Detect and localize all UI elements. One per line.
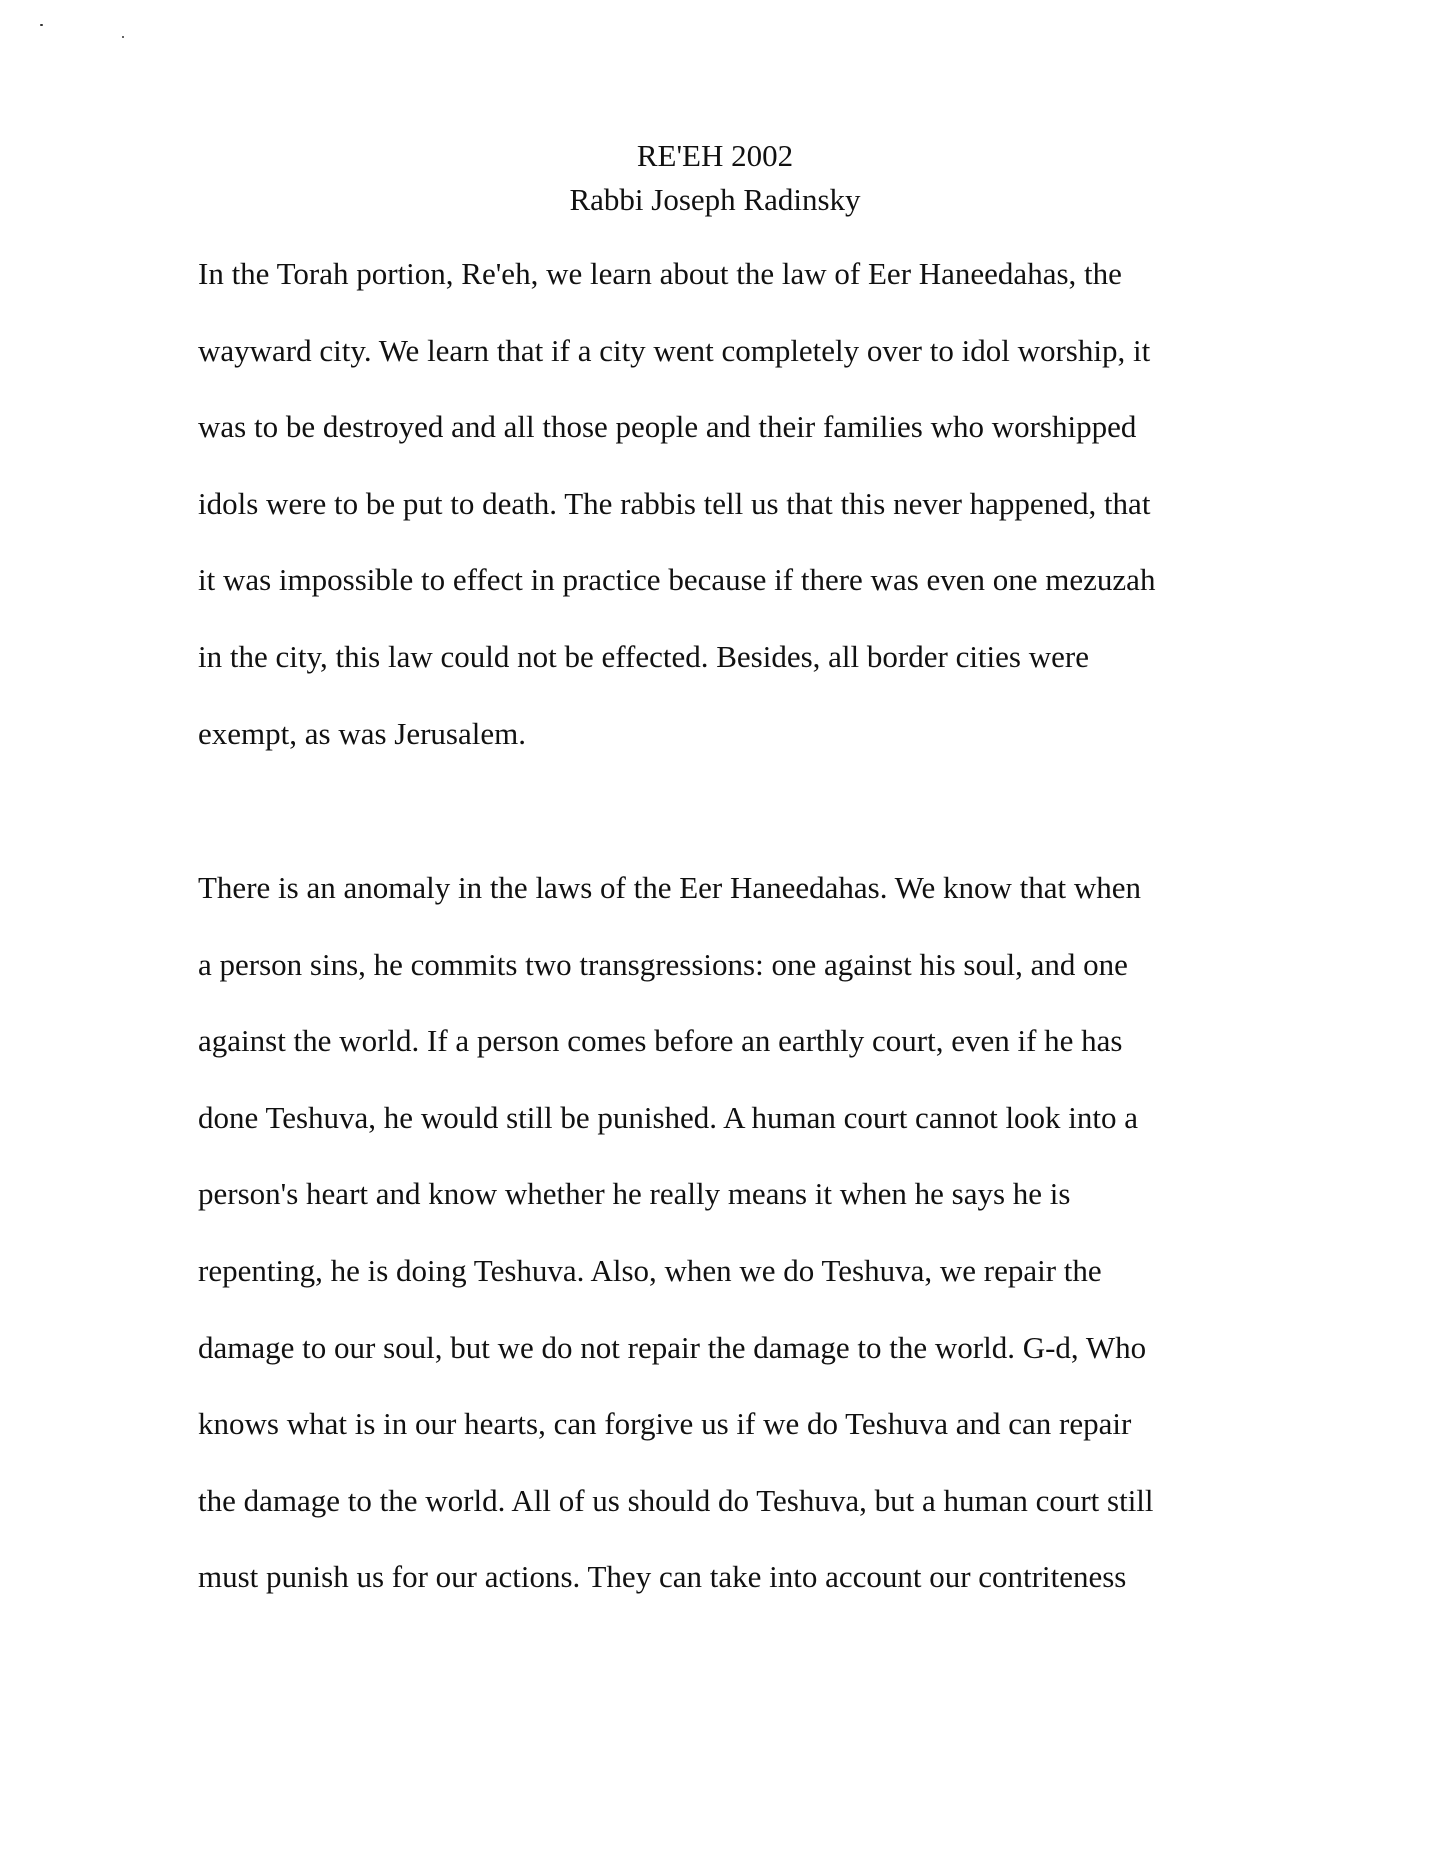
paragraph-2 — [198, 868, 1248, 1711]
paragraph-1 — [198, 254, 1248, 790]
text-line: must punish us for our actions. They can take into account our contriteness — [198, 1559, 1127, 1595]
text-line: the damage to the world. All of us should do Teshuva, but a human court still — [198, 1482, 1154, 1518]
scan-speck — [122, 36, 124, 38]
document-header — [0, 134, 1430, 222]
text-line: idols were to be put to death. The rabbis tell us that this never happened, that — [198, 485, 1151, 521]
text-line: In the Torah portion, Re'eh, we learn about the law of Eer Haneedahas, the — [198, 256, 1122, 291]
text-line: against the world. If a person comes before an earthly court, even if he has — [198, 1023, 1123, 1059]
text-line: was to be destroyed and all those people and their families who worshipped — [198, 409, 1137, 445]
text-line: it was impossible to effect in practice because if there was even one mezuzah — [198, 562, 1156, 598]
text-line: repenting, he is doing Teshuva. Also, when we do Teshuva, we repair the — [198, 1252, 1102, 1288]
scan-speck — [40, 24, 43, 26]
text-line: wayward city. We learn that if a city went completely over to idol worship, it — [198, 332, 1151, 368]
text-line: exempt, as was Jerusalem. — [198, 715, 526, 751]
text-line — [198, 1634, 1248, 1711]
text-line: damage to our soul, but we do not repair the damage to the world. G-d, Who — [198, 1329, 1147, 1365]
document-title: RE'EH 2002 — [636, 138, 794, 173]
document-author: Rabbi Joseph Radinsky — [569, 182, 861, 217]
text-line: in the city, this law could not be effected. Besides, all border cities were — [198, 638, 1089, 674]
text-line: a person sins, he commits two transgressions: one against his soul, and one — [198, 946, 1128, 982]
text-line: done Teshuva, he would still be punished. A human court cannot look into a — [198, 1099, 1139, 1135]
text-line: knows what is in our hearts, can forgive us if we do Teshuva and can repair — [198, 1406, 1132, 1442]
text-line: person's heart and know whether he really means it when he says he is — [198, 1176, 1071, 1212]
text-line: There is an anomaly in the laws of the Eer Haneedahas. We know that when — [198, 870, 1141, 905]
